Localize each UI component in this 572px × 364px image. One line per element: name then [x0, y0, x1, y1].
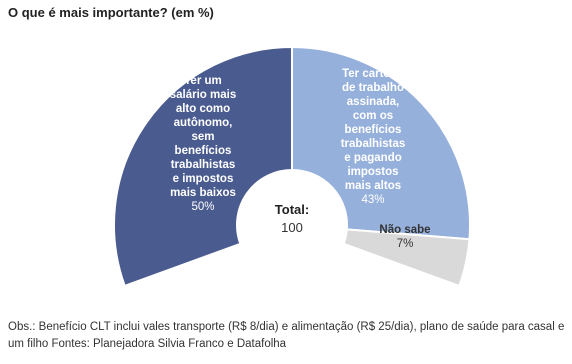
slice-label-line: sem [191, 131, 215, 143]
slice-label-line: trabalhistas [170, 159, 236, 171]
slice-label-line: impostos [347, 166, 399, 178]
slice-label-line: alto como [175, 103, 231, 115]
center-total-label: Total: [274, 202, 310, 217]
footnote: Obs.: Benefício CLT inclui vales transporte (R$ 8/dia) e alimentação (R$ 25/dia), plano de saúde para casal e um filho Fontes: Planejadora Silvia Franco e Datafolha [8, 321, 565, 350]
slice-label-line: assinada, [346, 96, 400, 108]
slice-value-label: 50% [191, 201, 215, 213]
slice-label-line: mais baixos [170, 187, 236, 199]
chart-title: O que é mais importante? (em %) [8, 5, 214, 20]
center-total-value: 100 [281, 220, 303, 235]
slice-label-line: Ter carteira [342, 68, 404, 80]
slice-label-line: e impostos [172, 173, 234, 185]
slice-value-label: 43% [361, 194, 385, 206]
slice-label-line: benefícios [344, 124, 402, 136]
slice-label-line: de trabalho [342, 82, 404, 94]
slice-label-line: mais altos [344, 180, 402, 192]
slice-label-line: Não sabe [379, 224, 431, 236]
slice-value-label: 7% [396, 238, 414, 250]
slice-label-line: autônomo, [173, 117, 233, 129]
slice-label-line: e pagando [344, 152, 402, 164]
slice-label-line: com os [352, 110, 394, 122]
slices-group [114, 47, 470, 286]
slice-label-line: salário mais [169, 89, 237, 101]
slice-label-line: benefícios [174, 145, 232, 157]
slice-label-line: Ter um [184, 75, 222, 87]
slice-label-line: trabalhistas [340, 138, 406, 150]
